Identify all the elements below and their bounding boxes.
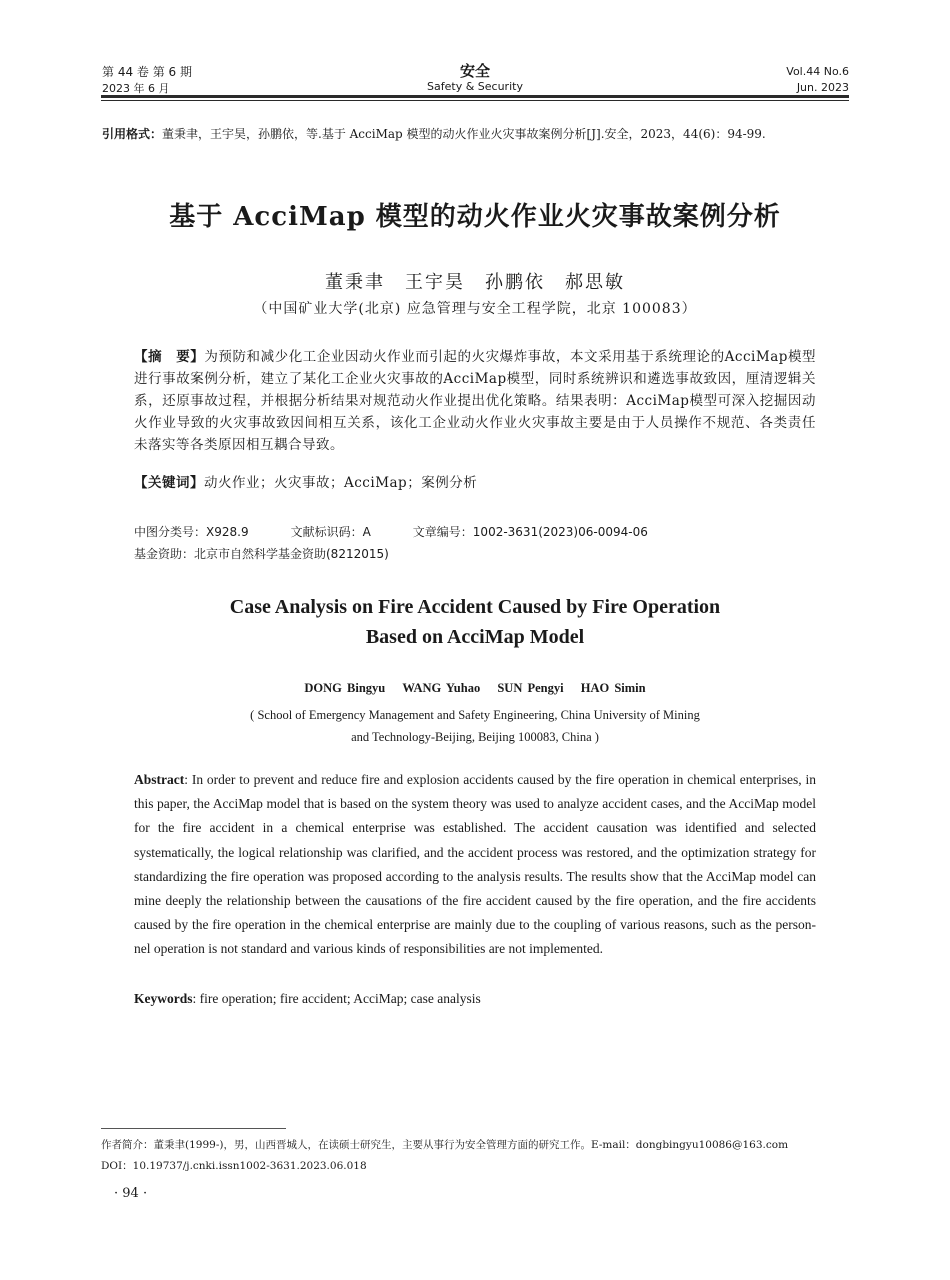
header-volume-cn: 第 44 卷 第 6 期 (102, 65, 192, 79)
author-en: HAO Simin (580, 681, 646, 695)
abstract-en-label: Abstract (134, 772, 185, 787)
abstract-cn-text: 为预防和减少化工企业因动火作业而引起的火灾爆炸事故，本文采用基于系统理论的AcciMap模型进行事故案例分析，建立了某化工企业火灾事故的AcciMap模型，同时系统辨识和遴选事故致因，厘清逻辑关系，还原事故过程，并根据分析结果对规范动火作业提出优化策略。结果表明：AcciMap模型可深入挖掘因动火作业导致的火灾事故致因间相互关系，该化工企业动火作业火灾事故主要是由于人员操作不规范、各类责任未落实等各类原因相互耦合导致。 (134, 349, 817, 453)
header-date-en: Jun. 2023 (796, 81, 849, 94)
citation (102, 125, 862, 142)
header-rule-thick (101, 95, 849, 98)
keywords-en-text: : fire operation; fire accident; AcciMap; case analysis (192, 991, 481, 1006)
title-en-line1: Case Analysis on Fire Accident Caused by Fire Operation (229, 596, 721, 618)
keywords-en-label: Keywords (134, 991, 193, 1006)
classification-meta (134, 523, 648, 540)
footnote-doi: DOI：10.19737/j.cnki.issn1002-3631.2023.06.018 (101, 1160, 367, 1172)
abstract-cn-label: 【摘 要】 (134, 349, 205, 365)
article-number: 文章编号：1002-3631(2023)06-0094-06 (412, 525, 648, 539)
fund-info: 基金资助：北京市自然科学基金资助(8212015) (134, 547, 389, 561)
citation-label: 引用格式： (102, 127, 163, 141)
citation-text: 董秉聿，王宇昊，孙鹏依，等.基于 AcciMap 模型的动火作业火灾事故案例分析[J].安全，2023，44(6)：94-99. (162, 127, 766, 141)
abstract-en (134, 768, 816, 962)
page-number: · 94 · (114, 1186, 148, 1201)
keywords-cn-text: 动火作业；火灾事故；AcciMap；案例分析 (204, 475, 478, 491)
affiliation-cn: （中国矿业大学(北京) 应急管理与安全工程学院，北京 100083） (253, 301, 697, 317)
title-cn: 基于 AcciMap 模型的动火作业火灾事故案例分析 (169, 202, 781, 232)
header-journal-en: Safety & Security (427, 80, 523, 93)
keywords-cn (134, 472, 816, 494)
author-en: SUN Pengyi (497, 681, 564, 695)
footnote-author-bio: 作者简介：董秉聿(1999-)，男，山西晋城人，在读硕士研究生，主要从事行为安全管理方面的研究工作。E-mail：dongbingyu10086@163.com (101, 1139, 789, 1151)
title-en-line2: Based on AcciMap Model (365, 626, 585, 648)
authors-cn: 董秉聿 王宇昊 孙鹏依 郝思敏 (325, 272, 625, 293)
authors-en (0, 681, 950, 696)
keywords-en (134, 989, 816, 1009)
header-journal-cn: 安全 (459, 62, 490, 80)
document-code: 文献标识码：A (290, 525, 371, 539)
author-en: WANG Yuhao (402, 681, 481, 695)
clc-number: 中图分类号：X928.9 (134, 525, 249, 539)
affiliation-en-line1: ( School of Emergency Management and Safety Engineering, China University of Mining (250, 708, 700, 722)
footnote-rule (101, 1128, 286, 1129)
abstract-cn (134, 346, 816, 456)
author-en: DONG Bingyu (304, 681, 386, 695)
header-date-cn: 2023 年 6 月 (102, 82, 170, 95)
header-volume-en: Vol.44 No.6 (786, 65, 849, 78)
affiliation-en (0, 704, 950, 748)
keywords-cn-label: 【关键词】 (134, 475, 204, 491)
title-en (0, 592, 950, 652)
header-rule-thin (101, 100, 849, 101)
affiliation-en-line2: and Technology-Beijing, Beijing 100083, China ) (351, 730, 599, 744)
abstract-en-text: : In order to prevent and reduce fire and explosion accidents caused by the fire operation in chemical enterprises, in this paper, the AcciMap model that is based on the system theory was used to analyze accident cases, and the AcciMap model for the fire accident in a chemical enterprise was established. The accident causation was identified and selected systematically, the logical relationship was clarified, and the accident process was restored, and the optimization strategy for standardizing the fire operation was proposed according to the analysis results. The results show that the AcciMap model can mine deeply the relationship between the causations of the fire accident caused by the fire operation, and the fire accidents caused by the fire operation in the chemical enterprise are mainly due to the coupling of various reasons, such as the person-nel operation is not standard and various kinds of responsibilities are not implemented. (134, 772, 816, 957)
